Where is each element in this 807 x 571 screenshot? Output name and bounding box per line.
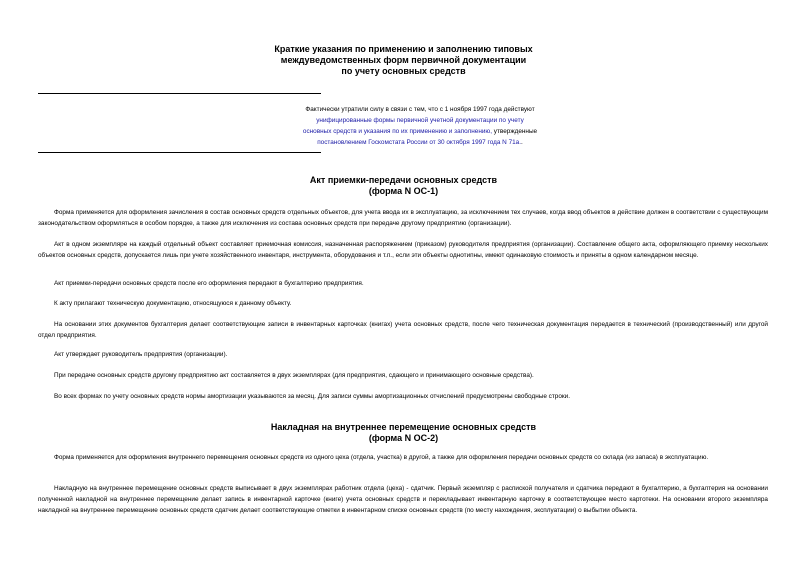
document-title-line-2: междуведомственных форм первичной документации — [280, 55, 527, 65]
section2-title — [0, 422, 807, 444]
section1-subheading: (форма N ОС-1) — [368, 186, 439, 196]
section1-paragraph-3: Акт приемки-передачи основных средств после его оформления передают в бухгалтерию предприятия. — [54, 280, 364, 287]
section1-paragraph-7: При передаче основных средств другому предприятию акт составляется в двух экземплярах (для предприятия, сдающего и принимающего основные средства). — [54, 372, 534, 379]
notice-bottom-rule — [38, 152, 321, 153]
section2-heading: Накладная на внутреннее перемещение основных средств — [270, 422, 537, 432]
section1-paragraph-5: На основании этих документов бухгалтерия делает соответствующие записи в инвентарных карточках (книгах) учета основных средств, после чего техническая документация передается в технический (производственный) или другой отдел предприятия. — [38, 321, 768, 339]
notice-link-line-3[interactable]: постановлением Госкомстата России от 30 октября 1997 года N 71а. — [317, 139, 522, 146]
notice-link-line-2[interactable]: основных средств и указания по их применению и заполнению, — [302, 128, 492, 135]
section1-heading: Акт приемки-передачи основных средств — [309, 175, 498, 185]
notice-approved-text: утвержденные — [492, 128, 538, 135]
section2-paragraph-2: Накладную на внутреннее перемещение основных средств выписывает в двух экземплярах работник отдела (цеха) - сдатчик. Первый экземпляр с распиской получателя и сдатчика передают в бухгалтерию, а бухгалтерия на основании полученной накладной на внутреннее перемещение делает запись в инвентарной карточке (книге) учета основных средств и перекладывает инвентарную карточку в соответствующее место картотеки. На основании второго экземпляра накладной на внутреннее перемещение основных средств сдатчик делает соответствующие отметки в инвентарном списке основных средств (по месту нахождения, эксплуатации) о выбытии объекта. — [38, 485, 768, 514]
notice-line-1: Фактически утратили силу в связи с тем, что с 1 ноября 1997 года действуют — [305, 106, 535, 113]
section1-paragraph-2: Акт в одном экземпляре на каждый отдельный объект составляет приемочная комиссия, назначенная распоряжением (приказом) руководителя предприятия (организации). Составление общего акта, оформляющего приемку нескольких объектов основных средств, допускается лишь при учете хозяйственного инвентаря, инструмента, оборудования и т.п., если эти объекты однотипны, имеют одинаковую стоимость и приняты в одном календарном месяце. — [38, 241, 768, 259]
section1-paragraph-1: Форма применяется для оформления зачисления в состав основных средств отдельных объектов, для учета ввода их в эксплуатацию, за исключением тех случаев, когда ввод объектов в действие должен в соответствии с существующим законодательством оформляться в особом порядке, а также для исключения из состава основных средств при передаче другому предприятию (организации). — [38, 209, 768, 227]
notice-end-mark: . — [521, 139, 523, 146]
document-title-line-3: по учету основных средств — [341, 66, 466, 76]
document-title — [0, 44, 807, 77]
notice-block — [250, 104, 590, 148]
document-title-line-1: Краткие указания по применению и заполнению типовых — [274, 44, 533, 54]
section2-paragraph-1: Форма применяется для оформления внутреннего перемещения основных средств из одного цеха (отдела, участка) в другой, а также для оформления передачи основных средств со склада (из запаса) в эксплуатацию. — [54, 454, 709, 461]
section1-paragraph-4: К акту прилагают техническую документацию, относящуюся к данному объекту. — [54, 300, 292, 307]
section1-paragraph-8: Во всех формах по учету основных средств нормы амортизации указываются за месяц. Для записи суммы амортизационных отчислений предусмотрены свободные строки. — [54, 393, 571, 400]
section2-subheading: (форма N ОС-2) — [368, 433, 439, 443]
notice-link-line-1[interactable]: унифицированные формы первичной учетной документации по учету — [316, 117, 524, 124]
section1-paragraph-6: Акт утверждает руководитель предприятия (организации). — [54, 351, 228, 358]
notice-top-rule — [38, 93, 321, 94]
section1-title — [0, 175, 807, 197]
